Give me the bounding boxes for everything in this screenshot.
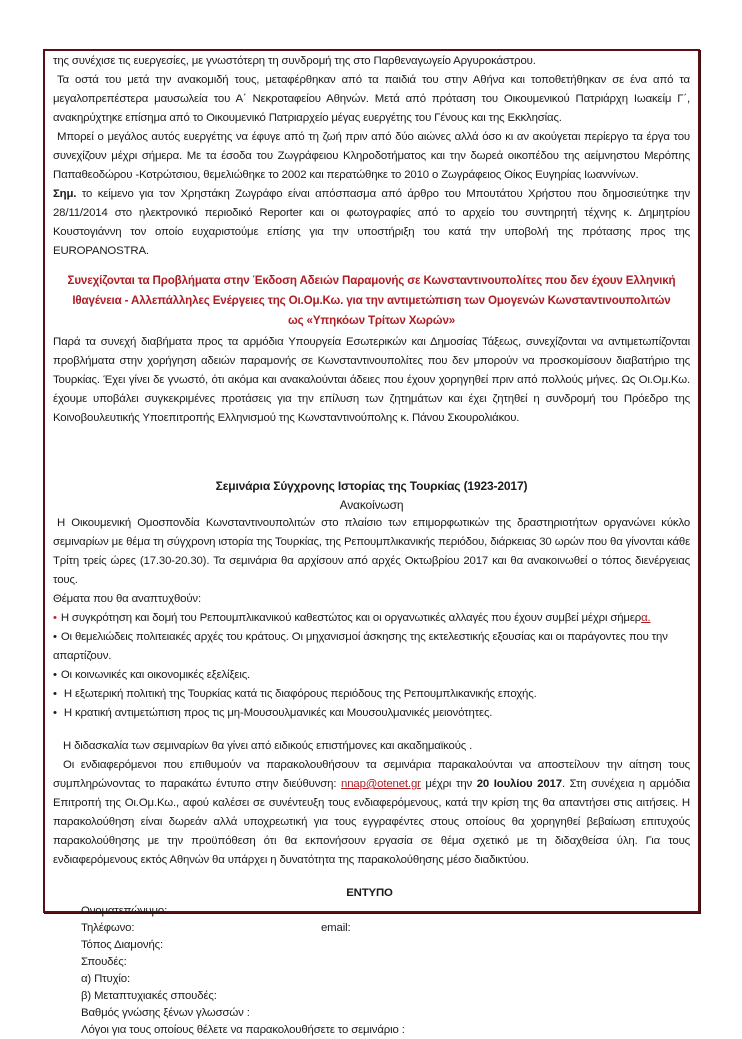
bullet-icon: • — [53, 631, 57, 643]
permits-article-title — [53, 271, 690, 331]
note-label: Σημ. — [53, 188, 77, 200]
apply-text-mid: μέχρι την — [420, 778, 477, 790]
form-field-studies: Σπουδές: — [81, 956, 127, 968]
intro-paragraph-remains: Τα οστά του μετά την ανακομιδή τους, μεταφέρθηκαν από τα παιδιά του στην Αθήνα και τοποθετήθηκαν σε ένα από τα μεγαλοπρεπέστερα μαυσωλεία του Α΄ Νεκροταφείου Αθηνών. Μετά από πρόταση του Οικουμενικού Πατριάρχη Ιωακείμ Γ΄, ανακηρύχτηκε επίσημα από το Οικουμενικό Πατριαρχείο μέγας ευεργέτης του Γένους και της Εκκλησίας. — [53, 74, 690, 124]
application-paragraph — [53, 756, 690, 870]
form-row-contact — [81, 920, 690, 937]
apply-deadline: 20 Ιουλίου 2017 — [476, 778, 562, 790]
form-field-languages: Βαθμός γνώσης ξένων γλωσσών : — [81, 1007, 250, 1019]
form-title: ΕΝΤΥΠΟ — [346, 887, 393, 899]
apply-text-post: . Στη συνέχεια η αρμόδια Επιτροπή της Οι.Ομ.Κω., αφού καλέσει σε συνέντευξη τους ενδιαφερόμενους, κατά την κρίση της θα απαντήσει στις αιτήσεις. Η παρακολούθηση είναι δωρεάν αλλά υποχρεωτική για τους εγγραφέντες στους οποίους θα χορηγηθεί βεβαίωση επιτυχούς παρακολούθησης με την προϋπόθεση ότι θα εκπονήσουν εργασία σε θέμα σχετικό με τη διδαχθείσα ύλη. Για τους ενδιαφερόμενους εκτός Αθηνών θα υπάρχει η δυνατότητα της παρακολούθησης μέσο διαδικτύου. — [53, 778, 691, 866]
topic-text: Η κρατική αντιμετώπιση προς τις μη-Μουσουλμανικές και Μουσουλμανικές μειονότητες. — [60, 707, 493, 719]
topics-list — [53, 609, 690, 723]
form-field-residence: Τόπος Διαμονής: — [81, 939, 163, 951]
spacer — [53, 723, 690, 737]
apply-text-pre: Οι ενδιαφερόμενοι που επιθυμούν να παρακολουθήσουν τα σεμινάρια παρακαλούνται να αποστείλουν την αίτηση τους συμπληρώνοντας το παρακάτω έντυπο στην διεύθυνση: — [53, 759, 690, 790]
note-text: το κείμενο για τον Χρηστάκη Ζωγράφο είναι απόσπασμα από άρθρο του Μπουτάτου Χρήστου που δημοσιεύτηκε την 28/11/2014 στο ηλεκτρονικό περιοδικό Reporter και οι φωτογραφίες από το αρχείο του συντηρητή τέχνης κ. Δημητρίου Κουστογιάννη τον οποίο ευχαριστούμε επίσης για την υποστήριξη του κατά την υποβολή της πρότασης προς της EUROPANOSTRA. — [53, 188, 690, 257]
bullet-icon: • — [53, 707, 57, 719]
intro-line: της συνέχισε τις ευεργεσίες, με γνωστότερη τη συνδρομή της στο Παρθεναγωγείο Αργυροκάστρου. — [53, 55, 536, 67]
teaching-note: Η διδασκαλία των σεμιναρίων θα γίνει από ειδικούς επιστήμονες και ακαδημαϊκούς . — [63, 740, 473, 752]
form-field-degree: α) Πτυχίο: — [81, 973, 131, 985]
form-field-postgrad: β) Μεταπτυχιακές σπουδές: — [81, 990, 217, 1002]
permits-title-line: Ιθαγένεια - Αλλεπάλληλες Ενέργειες της Οι.Ομ.Κω. για την αντιμετώπιση των Ομογενών Κωνσταντινουπολιτών — [72, 294, 671, 307]
topic-text: Η συγκρότηση και δομή του Ρεπουμπλικανικού καθεστώτος και οι οργανωτικές αλλαγές που έχουν συμβεί μέχρι σήμερ — [60, 612, 642, 624]
document-content — [53, 52, 690, 1039]
permits-title-line: ως «Υπηκόων Τρίτων Χωρών» — [287, 314, 456, 327]
topic-text: Η εξωτερική πολιτική της Τουρκίας κατά τις διαφόρους περιόδους της Ρεπουμπλικανικής εποχής. — [60, 688, 537, 700]
permits-article-body: Παρά τα συνεχή διαβήματα προς τα αρμόδια Υπουργεία Εσωτερικών και Δημοσίας Τάξεως, συνεχίζονται να αντιμετωπίζονται προβλήματα στην χορήγηση αδειών παραμονής σε Κωνσταντινουπολίτες που δεν μπορούν να προσκομίσουν διαβατήριο της Τουρκίας. Έχει γίνει δε γνωστό, ότι ακόμα και ανακαλούνται άδειες που έχουν χορηγηθεί πριν από πολλούς μήνες. Ως Οι.Ομ.Κω. έχουμε υποβάλει συγκεκριμένες προτάσεις για την επίλυση των ζητημάτων και έχει ζητηθεί η συνδρομή του Πρόεδρο της Κοινοβουλευτικής Υποεπιτροπής Ελληνισμού της Κωνσταντινούπολης κ. Πάνου Σκουρολιάκου. — [53, 336, 690, 424]
permits-title-line: Συνεχίζονται τα Προβλήματα στην Έκδοση Αδειών Παραμονής σε Κωνσταντινουπολίτες που δεν έχουν Ελληνική — [67, 274, 676, 287]
form-field-phone: Τηλέφωνο: — [81, 922, 135, 934]
form-field-email: email: — [321, 922, 351, 934]
bullet-icon: • — [53, 612, 57, 624]
topic-text: Οι θεμελιώδεις πολιτειακές αρχές του κράτους. Οι μηχανισμοί άσκησης της εκτελεστικής εξουσίας και οι παράγοντες που την απαρτίζουν. — [53, 631, 668, 662]
permits-article — [53, 271, 690, 428]
topic-text-tail: α. — [641, 612, 651, 624]
topic-text: Οι κοινωνικές και οικονομικές εξελίξεις. — [60, 669, 251, 681]
application-form — [53, 884, 690, 1039]
topics-heading: Θέματα που θα αναπτυχθούν: — [53, 593, 201, 605]
form-fields — [81, 903, 690, 1039]
zografos-article-continuation — [53, 52, 690, 261]
seminars-announcement — [53, 476, 690, 870]
seminars-subtitle: Ανακοίνωση — [339, 498, 404, 512]
topic-item — [53, 628, 690, 666]
topic-item — [53, 685, 690, 704]
bullet-icon: • — [53, 688, 57, 700]
bullet-icon: • — [53, 669, 57, 681]
email-link[interactable]: nnap@otenet.gr — [341, 778, 421, 790]
form-field-reasons: Λόγοι για τους οποίους θέλετε να παρακολουθήσετε το σεμινάριο : — [81, 1024, 405, 1036]
intro-paragraph-legacy: Μπορεί ο μεγάλος αυτός ευεργέτης να έφυγε από τη ζωή πριν από δύο αιώνες αλλά όσο κι αν ακούγεται περίεργο τα έργα του συνεχίζουν μέχρι σήμερα. Με τα έσοδα του Ζωγράφειου Κληροδοτήματος και την δωρεά οικοπέδου της αείμνηστου Μερόπης Παπαθεοδώρου -Κοτρώτσιου, θεμελιώθηκε το 2002 και περατώθηκε το 2010 ο Ζωγράφειος Οίκος Ευγηρίας Ιωαννίνων. — [53, 131, 690, 181]
topic-item — [53, 609, 690, 628]
intro-note — [53, 185, 690, 261]
topic-item — [53, 666, 690, 685]
seminars-title: Σεμινάρια Σύγχρονης Ιστορίας της Τουρκίας (1923-2017) — [215, 479, 528, 493]
seminars-intro: Η Οικουμενική Ομοσπονδία Κωνσταντινουπολιτών στο πλαίσιο των επιμορφωτικών της δραστηριοτήτων οργανώνει κύκλο σεμιναρίων με θέμα τη σύγχρονη ιστορία της Τουρκίας, της Ρεπουμπλικανικής περιόδου, διάρκειας 30 ωρών που θα γίνονται κάθε Τρίτη τρείς ώρες (17.30-20.30). Τα σεμινάρια θα αρχίσουν από αρχές Οκτωβρίου 2017 και θα ανακοινωθεί ο τόπος διενέργειας τους. — [53, 517, 690, 586]
topic-item — [53, 704, 690, 723]
form-field-full-name: Ονοματεπώνυμο: — [81, 905, 168, 917]
